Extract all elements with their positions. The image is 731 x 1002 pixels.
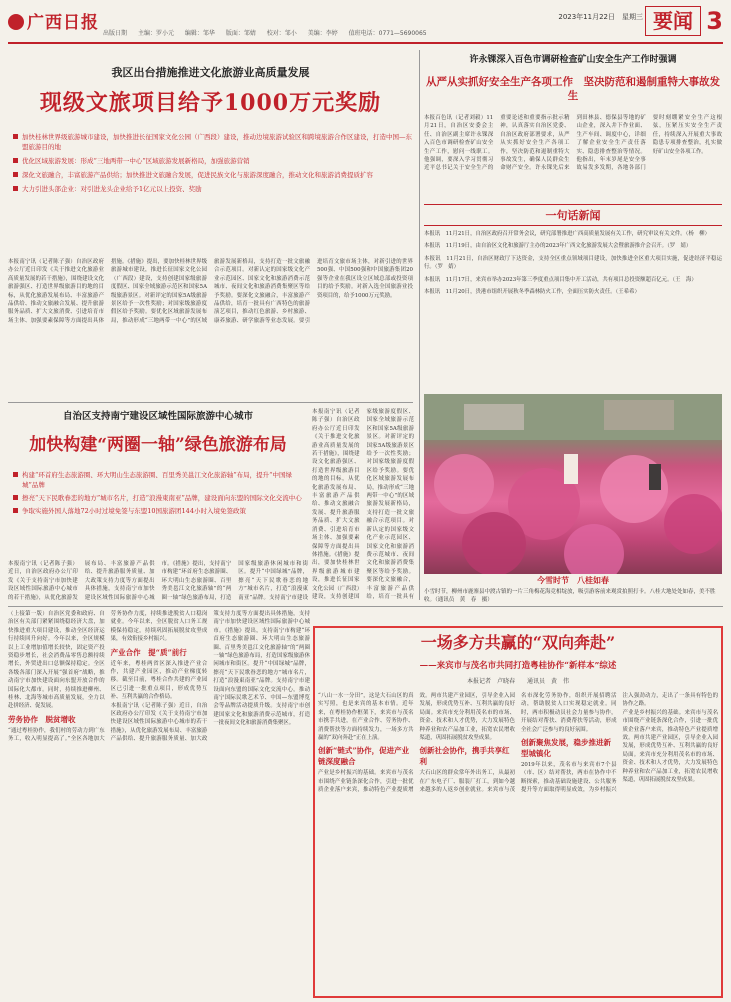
feature-header [316,630,720,688]
issue-date: 2023年11月22日 星期三 [558,13,643,21]
article-4-subhead-2: 产业合作 提“质”前行 [110,647,187,657]
feature-intro: “八山一水一分田”，这是大石山区的真实写照，也是来宾的基本市情。近年来，在粤桂协作框架下，来宾市与茂名市携手共进，在产业合作、劳务协作、消费帮扶等方面持续发力，一场多方共赢的“双向奔赴”正在上演。 [318,693,414,742]
meta-item: 校对：邹小 [266,30,297,37]
article-3-body: 本报南宁讯（记者陈子强）近日，自治区政府办公厅印发《关于支持南宁市加快建设区域性国际旅游中心城市的若干措施》，从优化旅游发展布局、丰富旅游产品供给、提升旅游服务质量、加大政策支持力度等方面提出具体措施，支持南宁市加快建设区域性国际旅游中心城市。《措施》提出，支持南宁市构建“环首府生态旅游圈、环大明山生态旅游圈、百里秀美邕江文化旅游轴”的“两圈一轴”绿色旅游布局，打造国家级旅游休闲城市和街区。提升“中国绿城”品牌，擦亮“天下民歌眷恋的地方”城市名片，打造“浪漫東南亚”品牌。支持南宁市建设 [8,561,308,601]
feature-subhead-3: 创新聚焦发展，稳步推进新型城镇化 [521,738,611,759]
feature-body-3: 2019年以来，茂名市与来宾市7个县（市、区）结对帮扶，两市在协作中不断探索，推动基础设施建设、公共服务提升等方面取得明显成效，为乡村振兴注入强劲动力，走出了一条具有特色的协作之路。 [521,693,718,794]
bullet-item: 争取实施外国人落地72小时过境免签与东盟10国旅游团144小时入境免签政策 [12,506,308,516]
feature-subtitle: ——来宾市与茂名市共同打造粤桂协作“新样本”综述 [419,661,617,671]
brief-item: 本报讯 11月20日，贵港市组织开展秋冬季森林防火工作，全面压实防火责任。（王希希） [424,289,640,296]
bullet-item: 深化文旅融合，丰富旅游产品供给；加快推进文旅融合发展，促进民族文化与旅游深度融合，推动文化和旅游消费提质扩容 [12,170,412,180]
feature-body [318,692,718,994]
feature-byline: 本报记者 卢晓春 通讯员 黄 伟 [466,678,569,685]
meta-item: 主编：罗小元 [137,30,174,37]
brief-item: 本报讯 11月21日，自治区政府召开常务会议，研究部署推进广西高质量发展有关工作，研究审议有关文件。（杨 柳） [424,231,710,237]
bullet-item: 大力引进头部企业：对引进龙头企业给予1亿元以上投资、奖励 [12,184,412,194]
meta-item: 出版日期 [103,30,128,37]
photo-caption-title: 今雪时节 八桂如春 [537,575,609,585]
article-3-kicker: 自治区支持南宁建设区域性国际旅游中心城市 [62,411,253,422]
brief-item: 本报讯 11月21日，自治区财政厅下达资金，支持全区重点领域项目建设，加快推进全区重大项目实施，促进经济平稳运行。（罗 婧） [424,255,722,271]
feature-body-2: 大石山区的群众常年外出务工，从最初在广东电子厂、服装厂打工，到如今越来越多的人返乡创业就业。来宾市与茂名市深化劳务协作，组织开展招聘活动，帮助脱贫人口实现稳定就业。同时，两市积极动员社会力量参与协作，开展结对帮扶、消费帮扶等活动，形成全社会广泛参与的良好氛围。 [419,693,617,794]
flower-photo [424,394,722,574]
masthead [8,6,723,44]
column-divider [419,50,420,600]
section-name: 要闻 [645,6,701,36]
logo-text: 广西日报 [27,13,99,33]
article-4-body: （上接第一版）自治区党委和政府、自治区有关部门紧紧围绕稳经济大盘，加快推进重大项目建设，推动全区经济运行持续回升向好。今年以来，全区规模以上工业增加值增长较快，固定资产投资稳步增长，社会消费品零售总额持续增长，外贸进出口总额保持稳定。全区各级各部门深入开展“强首府”战略，推动南宁市加快建设面向东盟开放合作的国际化大都市。同时，持续推进柳州、桂林、北海等城市高质量发展，全力以赴拼经济、促发展。 [8,611,105,710]
feature-subhead-2: 创新社会协作，携手共享红利 [419,746,510,767]
masthead-meta [103,28,436,37]
feature-subhead-1: 创新“链式”协作，促进产业链深度融合 [318,746,410,767]
article-1-continued: 本报南宁讯（记者陈子强）自治区政府办公厅近日印发《关于推进文化旅游业高质量发展的若干措施》，围绕建设文化旅游强区、打造世界级旅游目的地的目标，从优化旅游发展布局、丰富旅游产品供给、推动文旅融合发展、提升旅游服务品质、扩大文旅消费、引进培育市场主体、加强要素保障等方面提出具体措施。《措施》提出，要加快桂林世界级旅游城市建设，推进长征国家文化公园（广西段）建设，支持创建国家级旅游度假区、国家全域旅游示范区和国家5A级旅游景区。对新评定的国家5A级旅游景区给予一次性奖励；对国家级旅游度假区给予奖励。要优化区域旅游发展布局，推动形成“三地两带一中心”的区域旅游发展新格局，支持打造一批文旅融合示范项目。对新认定的国家级文化产业示范园区、国家文化和旅游消费示范城市、夜间文化和旅游消费集聚区等给予奖励。要深化文旅融合，丰富旅游产品供给，培育一批具有 [312,409,414,600]
article-1-header [8,64,413,124]
newspaper-logo [8,8,99,33]
logo-seal-icon [8,14,24,30]
article-4-body-4: 本报南宁讯（记者陈子强）近日，自治区政府办公厅印发《关于支持南宁市加快建设区域性国际旅游中心城市的若干措施》，从优化旅游发展布局、丰富旅游产品供给、提升旅游服务质量、加大政策支持力度等方面提出具体措施，支持南宁市加快建设区域性国际旅游中心城市。《措施》提出，支持南宁市构建“环首府生态旅游圈、环大明山生态旅游圈、百里秀美邕江文化旅游轴”的“两圈一轴”绿色旅游布局，打造国家级旅游休闲城市和街区。提升“中国绿城”品牌，擦亮“天下民歌眷恋的地方”城市名片，打造“浪漫東南亚”品牌。支持南宁市建设面向东盟的国际文化交流中心，推动南宁国际民歌艺术节、中国—东盟博览会等品牌活动提质升级。支持南宁市创建国家文化和旅游消费示范城市，打造一批夜间文化和旅游消费集聚区。 [110,611,310,743]
meta-item: 版面：邹婧 [225,30,256,37]
article-2-header [424,52,722,112]
divider [8,402,413,403]
article-1-body: 本报南宁讯（记者陈子强）自治区政府办公厅近日印发《关于推进文化旅游业高质量发展的若干措施》，围绕建设文化旅游强区、打造世界级旅游目的地的目标，从优化旅游发展布局、丰富旅游产品供给、推动文旅融合发展、提升旅游服务品质、扩大文旅消费、引进培育市场主体、加强要素保障等方面提出具体措施。《措施》提出，要加快桂林世界级旅游城市建设，推进长征国家文化公园（广西段）建设，支持创建国家级旅游度假区、国家全域旅游示范区和国家5A级旅游景区。对新评定的国家5A级旅游景区给予一次性奖励；对国家级旅游度假区给予奖励。要优化区域旅游发展布局，推动形成“三地两带一中心”的区域旅游发展新格局，支持打造一批文旅融合示范项目。对新认定的国家级文化产业示范园区、国家文化和旅游消费示范城市、夜间文化和旅游消费集聚区等给予奖励。要深化文旅融合，丰富旅游产品供给，培育一批具有广西特色的旅游演艺项目，推动红色旅游、乡村旅游、康养旅游、研学旅游等业态发展。要引进培育文旅市场主体，对新引进的世界500强、中国500强和中国旅游集团20强等企业在我区设立区域总部或投资项目的给予奖励。对新入选全国旅游业投资项目的，给予1000万元奖励。 [8,259,413,324]
bullet-item: 优化区域旅游发展：形成“三地两带一中心”区域旅游发展新格局，加强旅游营销 [12,156,412,166]
article-3-headline: 加快构建“两圈一轴”绿色旅游布局 [29,435,287,455]
brief-item: 本报讯 11月17日，来宾市举办2023年第三季度重点项目集中开工活动，共有项目总投资额超百亿元。（王 海） [424,276,697,283]
article-1-bullets [12,132,412,252]
brief-item: 本报讯 11月19日，由自治区文化和旅游厅主办的2023年广西文化旅游发展大会暨旅游推介会召开。（罗 婧） [424,243,692,250]
page-number: 3 [706,7,723,35]
article-4-subhead: 劳务协作 脱贫增收 [8,714,76,724]
article-4-body-2: “通过粤桂协作，我们村的劳动力到广东务工，收入明显提高了。”全区各地加大劳务协作力度，持续推进脱贫人口稳岗就业。今年以来，全区脱贫人口务工规模保持稳定，持续巩固拓展脱贫攻坚成果，有效衔接乡村振兴。 [8,611,208,743]
bullet-item: 构建“环首府生态旅游圈、环大明山生态旅游圈、百里秀美邕江文化旅游轴”布局，提升“中国绿城”品牌 [12,470,308,490]
article-1-headline: 现级文旅项目给予1000万元奖励 [39,90,382,116]
briefs-title: 一句话新闻 [424,204,722,226]
feature-body-4: 产业是乡村振兴的基础。来宾市与茂名市围绕产业链条深化合作，引进一批优质企业落户来宾，推动特色产业提质增效。两市共建产业园区，引导企业入园发展，形成优势互补、互利共赢的良好局面。来宾市充分利用茂名市的市场、资金、技术和人才优势，大力发展特色种养业和农产品加工业，拓宽农民增收渠道，巩固拓展脱贫攻坚成果。 [622,709,718,784]
article-1-kicker: 我区出台措施推进文化旅游业高质量发展 [111,66,310,79]
article-3-bullets [12,470,308,554]
article-2-kicker: 许永锞深入百色市调研检查矿山安全生产工作时强调 [469,55,677,65]
meta-item: 值班电话：0771—5690065 [348,30,427,37]
divider [8,606,723,607]
photo-caption: 小雪时节，柳州市鹿寨县中渡古镇的一片三角梅花海竞相绽放，吸引游客前来观赏拍照打卡。八桂大地处处如春，美不胜收。（通讯员 黄 春 摄） [424,589,716,603]
article-3-header [8,408,308,466]
article-2-body: 本报百色讯（记者刘毅）11月21日，自治区安委会主任、自治区副主席许永锞深入百色市调研检查矿山安全生产工作，慰问一线职工。他强调，要深入学习贯彻习近平总书记关于安全生产的重要论述和重要指示批示精神，认真落实自治区党委、自治区政府部署要求，从严从实抓好安全生产各项工作，坚决防范和遏制重特大事故发生，确保人民群众生命财产安全。许永锞先后来到田林县、德保县等地的矿山企业，深入井下作业面、生产车间、调度中心，详细了解企业安全生产责任落实、隐患排查整治等情况。他指出，年末岁尾是安全事故易发多发期，各地各部门要时刻绷紧安全生产这根弦，压紧压实安全生产责任，持续深入开展重大事故隐患专项排查整治，扎实做好矿山安全各项工作。 [424,115,722,172]
article-4 [8,610,310,994]
feature-headline: 一场多方共赢的“双向奔赴” [420,633,616,652]
article-2-headline: 从严从实抓好安全生产各项工作 坚决防范和遏制重特大事故发生 [426,76,720,102]
flower-photo-image [424,394,722,574]
bullet-item: 擦亮“天下民歌眷恋的地方”城市名片，打造“浪漫東南亚”品牌，建设面向东盟的国际文化交流中心 [12,493,308,503]
feature-body-1: 产业是乡村振兴的基础。来宾市与茂名市围绕产业链条深化合作，引进一批优质企业落户来宾，推动特色产业提质增效。两市共建产业园区，引导企业入园发展，形成优势互补、互利共赢的良好局面。来宾市充分利用茂名市的市场、资金、技术和人才优势，大力发展特色种养业和农产品加工业，拓宽农民增收渠道，巩固拓展脱贫攻坚成果。 [318,693,515,794]
meta-item: 编辑：邹华 [184,30,215,37]
news-briefs [424,204,722,390]
bullet-item: 加快桂林世界级旅游城市建设，加快推进长征国家文化公园（广西段）建设，推动边境旅游试验区和跨境旅游合作区建设，打造中国—东盟旅游目的地 [12,132,412,152]
article-4-body-3: 近年来，粤桂两省区深入推进产业合作，共建产业园区，推动产业梯度转移。截至目前，粤桂合作共建的产业园区已引进一批重点项目，形成优势互补、互利共赢的合作格局。 [110,660,208,701]
meta-item: 美编：李婷 [307,30,338,37]
